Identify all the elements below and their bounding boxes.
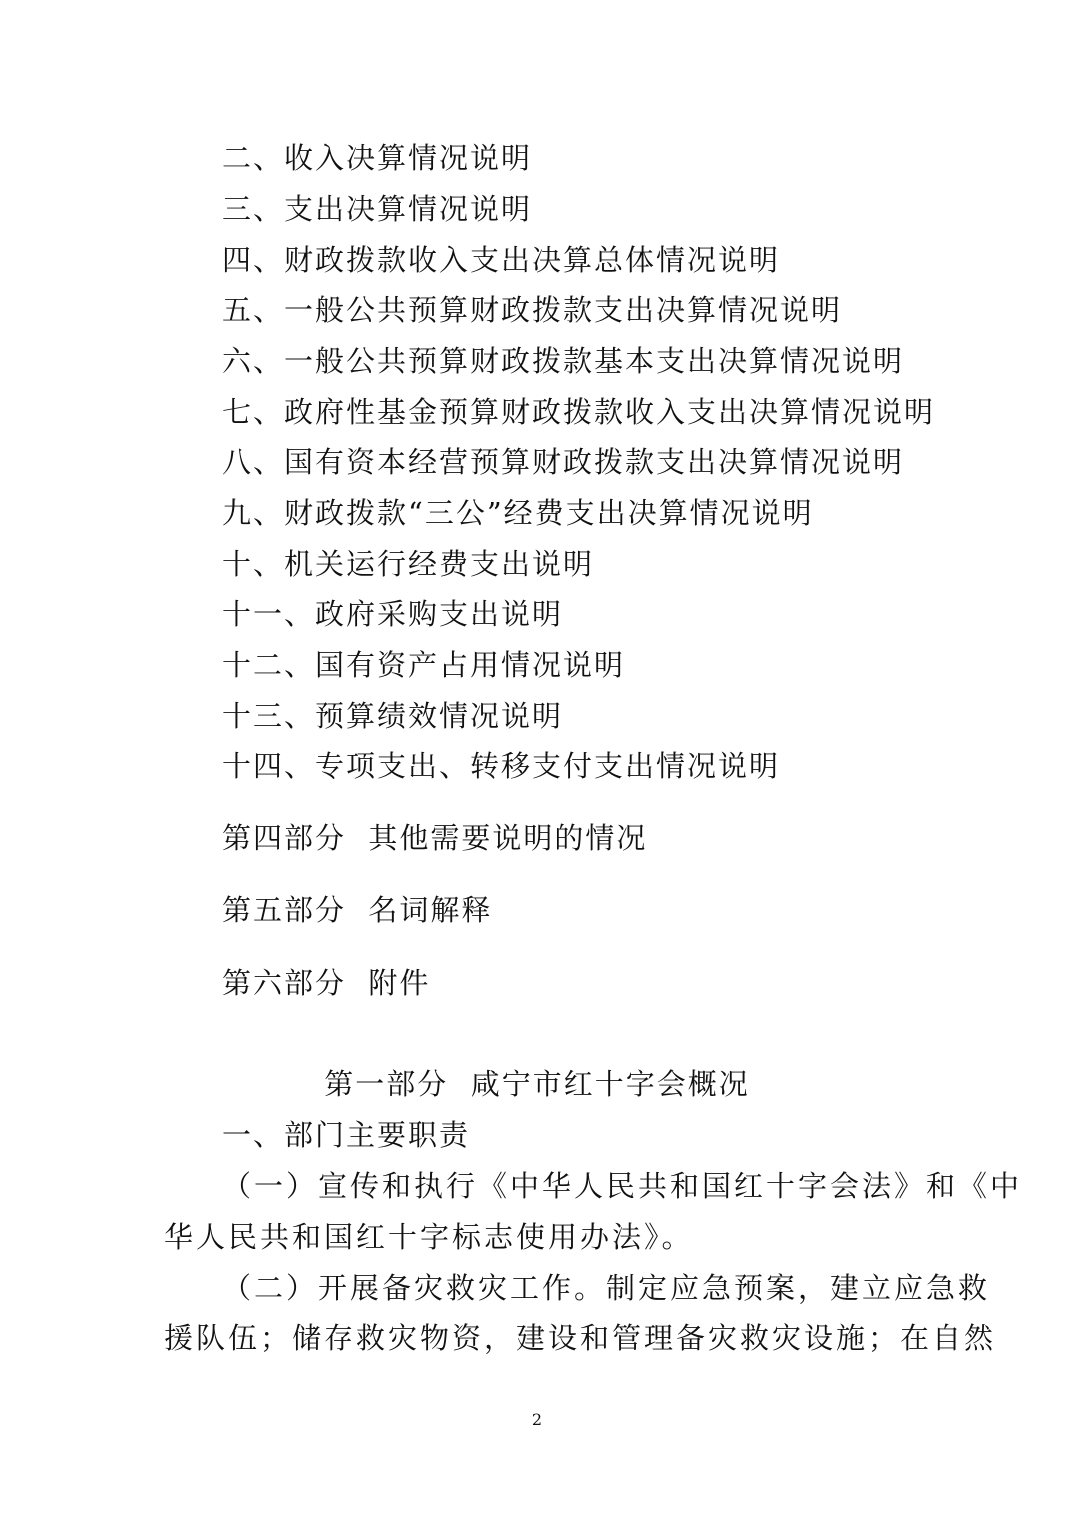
toc-item-5: 五、一般公共预算财政拨款支出决算情况说明: [222, 293, 843, 327]
toc-item-3: 三、支出决算情况说明: [222, 192, 533, 226]
toc-item-4: 四、财政拨款收入支出决算总体情况说明: [222, 243, 781, 277]
toc-part-6: 第六部分 附件: [222, 966, 431, 1000]
toc-item-12: 十二、国有资产占用情况说明: [222, 648, 626, 682]
paragraph-1-line-1: （一）宣传和执行《中华人民共和国红十字会法》和《中: [222, 1169, 1023, 1203]
section-title: 第一部分 咸宁市红十字会概况: [324, 1067, 750, 1101]
toc-part-4: 第四部分 其他需要说明的情况: [222, 821, 648, 855]
toc-item-13: 十三、预算绩效情况说明: [222, 699, 564, 733]
page-number: 2: [531, 1410, 543, 1429]
toc-item-11: 十一、政府采购支出说明: [222, 597, 564, 631]
toc-item-10: 十、机关运行经费支出说明: [222, 547, 595, 581]
paragraph-2-line-2: 援队伍；储存救灾物资，建设和管理备灾救灾设施；在自然: [164, 1321, 997, 1355]
paragraph-1-line-2: 华人民共和国红十字标志使用办法》。: [164, 1220, 694, 1254]
toc-item-14: 十四、专项支出、转移支付支出情况说明: [222, 749, 781, 783]
toc-item-9: 九、财政拨款“三公”经费支出决算情况说明: [222, 496, 814, 530]
toc-item-8: 八、国有资本经营预算财政拨款支出决算情况说明: [222, 445, 905, 479]
section-subtitle: 一、部门主要职责: [222, 1118, 471, 1152]
paragraph-2-line-1: （二）开展备灾救灾工作。制定应急预案，建立应急救: [222, 1271, 991, 1305]
toc-item-2: 二、收入决算情况说明: [222, 141, 533, 175]
toc-part-5: 第五部分 名词解释: [222, 893, 493, 927]
toc-item-7: 七、政府性基金预算财政拨款收入支出决算情况说明: [222, 395, 936, 429]
toc-item-6: 六、一般公共预算财政拨款基本支出决算情况说明: [222, 344, 905, 378]
